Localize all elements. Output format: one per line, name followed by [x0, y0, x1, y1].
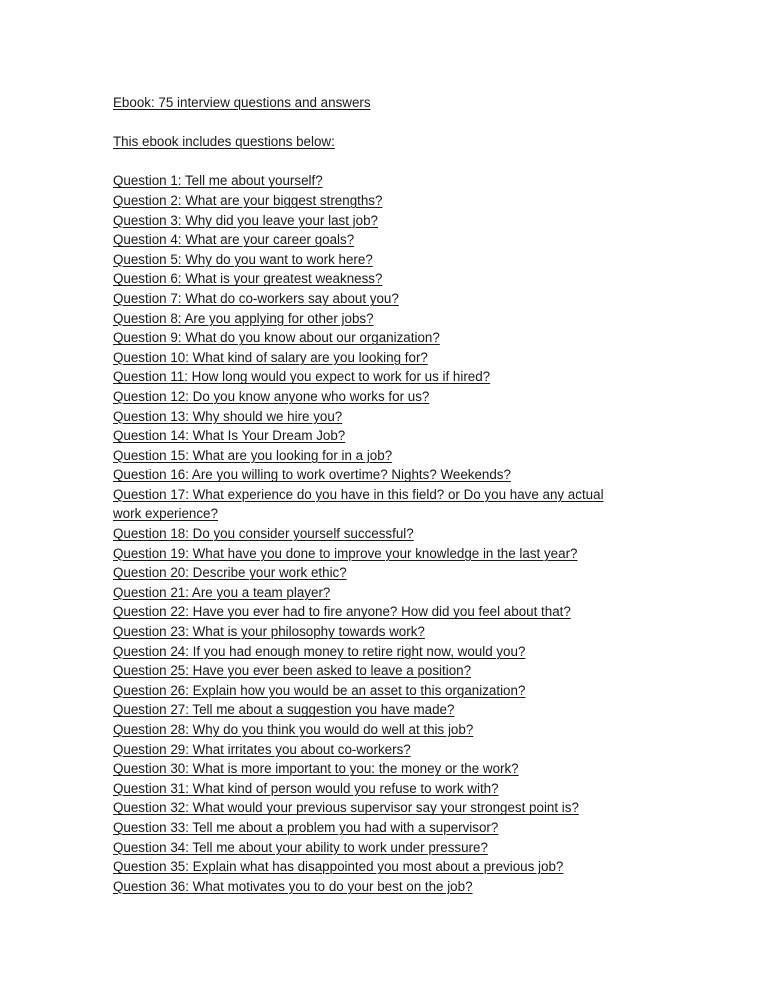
- question-item[interactable]: [113, 387, 673, 407]
- question-item[interactable]: [113, 740, 673, 760]
- question-link[interactable]: Question 15: What are you looking for in a job?: [113, 447, 393, 463]
- question-item[interactable]: [113, 681, 673, 701]
- question-item[interactable]: [113, 426, 673, 446]
- question-link[interactable]: work experience?: [113, 506, 218, 522]
- question-link[interactable]: Question 21: Are you a team player?: [113, 584, 331, 600]
- question-link[interactable]: Question 1: Tell me about yourself?: [113, 173, 323, 189]
- question-link[interactable]: Question 11: How long would you expect to work for us if hired?: [113, 369, 491, 385]
- question-item[interactable]: [113, 759, 673, 779]
- question-item[interactable]: [113, 289, 673, 309]
- question-link[interactable]: Question 6: What is your greatest weakness?: [113, 271, 383, 287]
- question-link[interactable]: Question 36: What motivates you to do your best on the job?: [113, 878, 473, 894]
- question-link[interactable]: Question 3: Why did you leave your last job?: [113, 212, 378, 228]
- question-link[interactable]: Question 17: What experience do you have in this field? or Do you have any actual: [113, 486, 604, 502]
- question-item[interactable]: [113, 485, 673, 505]
- question-item[interactable]: [113, 798, 673, 818]
- question-item[interactable]: [113, 700, 673, 720]
- question-item[interactable]: [113, 818, 673, 838]
- question-link[interactable]: Question 30: What is more important to you: the money or the work?: [113, 761, 519, 777]
- question-item[interactable]: [113, 622, 673, 642]
- question-link[interactable]: Question 22: Have you ever had to fire anyone? How did you feel about that?: [113, 604, 571, 620]
- question-link[interactable]: Question 10: What kind of salary are you looking for?: [113, 349, 428, 365]
- question-link[interactable]: Question 9: What do you know about our organization?: [113, 330, 440, 346]
- question-link[interactable]: Question 23: What is your philosophy towards work?: [113, 624, 425, 640]
- question-item[interactable]: [113, 348, 673, 368]
- question-link[interactable]: Question 18: Do you consider yourself successful?: [113, 526, 414, 542]
- question-item[interactable]: [113, 779, 673, 799]
- question-item[interactable]: [113, 583, 673, 603]
- question-link[interactable]: Question 8: Are you applying for other jobs?: [113, 310, 374, 326]
- spacer: [113, 152, 673, 172]
- question-item[interactable]: [113, 367, 673, 387]
- question-item[interactable]: [113, 191, 673, 211]
- question-link[interactable]: Question 16: Are you willing to work overtime? Nights? Weekends?: [113, 467, 511, 483]
- question-link[interactable]: Question 4: What are your career goals?: [113, 232, 355, 248]
- question-item[interactable]: [113, 602, 673, 622]
- question-link[interactable]: Question 20: Describe your work ethic?: [113, 565, 347, 581]
- question-link[interactable]: Question 13: Why should we hire you?: [113, 408, 343, 424]
- question-link[interactable]: Question 5: Why do you want to work here?: [113, 251, 373, 267]
- question-list: [113, 171, 673, 896]
- question-item[interactable]: [113, 661, 673, 681]
- question-link[interactable]: Question 7: What do co-workers say about you?: [113, 290, 399, 306]
- question-link[interactable]: Question 28: Why do you think you would do well at this job?: [113, 722, 474, 737]
- question-link[interactable]: Question 34: Tell me about your ability to work under pressure?: [113, 839, 488, 855]
- intro-text: This ebook includes questions below:: [113, 134, 335, 150]
- question-link[interactable]: Question 14: What Is Your Dream Job?: [113, 428, 346, 444]
- question-item-continuation[interactable]: [113, 504, 673, 524]
- question-link[interactable]: Question 33: Tell me about a problem you had with a supervisor?: [113, 819, 499, 835]
- question-link[interactable]: Question 27: Tell me about a suggestion you have made?: [113, 702, 455, 718]
- question-link[interactable]: Question 25: Have you ever been asked to leave a position?: [113, 663, 472, 679]
- question-item[interactable]: [113, 269, 673, 289]
- question-link[interactable]: Question 35: Explain what has disappointed you most about a previous job?: [113, 859, 564, 875]
- question-item[interactable]: [113, 211, 673, 231]
- question-item[interactable]: [113, 250, 673, 270]
- question-item[interactable]: [113, 838, 673, 858]
- question-item[interactable]: [113, 309, 673, 329]
- question-item[interactable]: [113, 720, 673, 740]
- question-link[interactable]: Question 12: Do you know anyone who works for us?: [113, 388, 430, 404]
- question-link[interactable]: Question 32: What would your previous supervisor say your strongest point is?: [113, 800, 579, 816]
- question-item[interactable]: [113, 230, 673, 250]
- question-item[interactable]: [113, 328, 673, 348]
- question-item[interactable]: [113, 563, 673, 583]
- question-link[interactable]: Question 29: What irritates you about co-workers?: [113, 741, 411, 757]
- question-item[interactable]: [113, 465, 673, 485]
- question-link[interactable]: Question 31: What kind of person would you refuse to work with?: [113, 780, 499, 796]
- spacer: [113, 113, 673, 133]
- question-item[interactable]: [113, 446, 673, 466]
- question-item[interactable]: [113, 642, 673, 662]
- ebook-title: Ebook: 75 interview questions and answers: [113, 95, 371, 110]
- question-item[interactable]: [113, 877, 673, 897]
- document-page: [113, 93, 673, 896]
- question-link[interactable]: Question 2: What are your biggest strengths?: [113, 192, 383, 208]
- question-item[interactable]: [113, 171, 673, 191]
- question-item[interactable]: [113, 524, 673, 544]
- question-link[interactable]: Question 26: Explain how you would be an asset to this organization?: [113, 682, 526, 698]
- question-item[interactable]: [113, 857, 673, 877]
- question-item[interactable]: [113, 407, 673, 427]
- question-link[interactable]: Question 24: If you had enough money to retire right now, would you?: [113, 643, 526, 659]
- question-item[interactable]: [113, 544, 673, 564]
- question-link[interactable]: Question 19: What have you done to improve your knowledge in the last year?: [113, 545, 578, 561]
